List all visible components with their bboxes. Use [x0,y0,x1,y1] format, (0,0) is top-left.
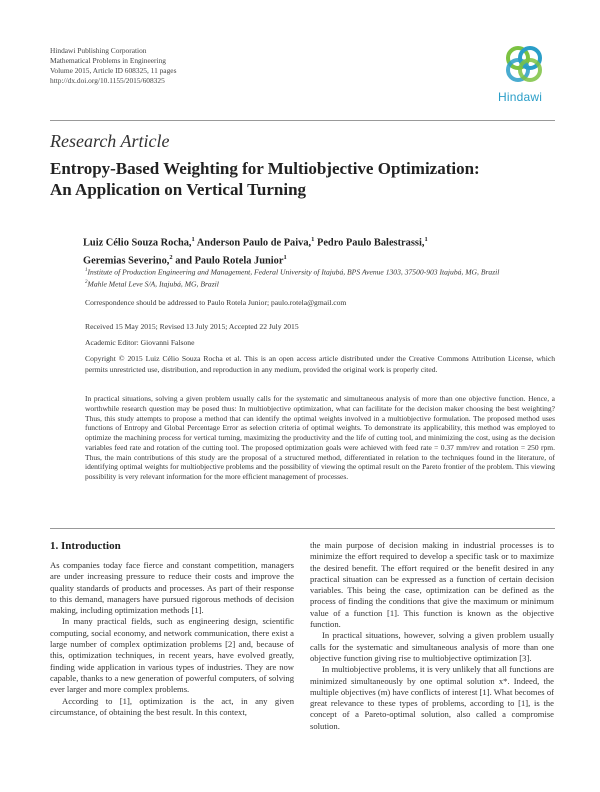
paragraph: In many practical fields, such as engineering design, scientific computing, social economy, and network communication, there exist a large number of complex optimization problems [2] and, because of this, optimization techniques, in recent years, have evolved greatly, finding wide application in various types of industries. They are now capable, thanks to a new generation of powerful computers, of solving ever larger and more complex problems. [50,616,294,695]
section-heading: 1. Introduction [50,540,121,552]
header-line-volume: Volume 2015, Article ID 608325, 11 pages [50,66,177,75]
author-affiliation-mark: 1 [191,236,195,243]
body-column-right [310,540,554,732]
author-name: Anderson Paulo de Paiva, [194,237,312,249]
header-line-doi[interactable]: http://dx.doi.org/10.1155/2015/608325 [50,76,165,85]
abstract-text: In practical situations, solving a given problem usually calls for the systematic and simultaneous analysis of more than one objective function. Hence, a worthwhile research question may be posed thus: In multiobjective optimization, what can facilitate for the decision maker choosing the best weighting? Thus, this study attempts to propose a method that can identify the optimal weights involved in a multiobjective formulation. The proposed method uses functions of Entropy and Global Percentage Error as selection criteria of optimal weights. To demonstrate its applicability, this method was employed to optimize the machining process for vertical turning, maximizing the productivity and the life of cutting tool, and minimizing the cost, using as the decision variables feed rate and rotation of the cutting tool. The proposed optimization goals were achieved with feed rate = 0.37 mm/rev and rotation = 250 rpm. Thus, the main contributions of this study are the proposal of a structured method, differentiated in relation to the techniques found in the literature, of identifying optimal weights for multiobjective problems and the possibility of viewing the optimal result on the Pareto frontier of the problem. This viewing possibility is very relevant information for the more efficient management of processes. [85,394,555,481]
title-line-2: An Application on Vertical Turning [50,180,307,199]
header-line-journal: Mathematical Problems in Engineering [50,56,166,65]
author-affiliation-mark: 1 [424,236,428,243]
author-name: Geremias Severino, [83,255,170,267]
affiliation-item [85,266,555,278]
affiliation-mark: 2 [85,280,88,286]
article-type: Research Article [50,131,170,151]
title-line-1: Entropy-Based Weighting for Multiobjective Optimization: [50,159,480,178]
author-list [83,232,553,269]
correspondence-note: Correspondence should be addressed to Paulo Rotela Junior; paulo.rotela@gmail.com [85,298,347,307]
article-title [50,158,555,200]
author-affiliation-mark: 2 [169,254,173,262]
affiliation-item [85,278,555,290]
received-dates: Received 15 May 2015; Revised 13 July 2015; Accepted 22 July 2015 [85,322,299,331]
author-line-1 [83,232,553,250]
header-divider [50,120,555,121]
author-affiliation-mark: 1 [311,236,315,243]
academic-editor: Academic Editor: Giovanni Falsone [85,338,195,347]
paragraph: the main purpose of decision making in industrial processes is to minimize the effort required to develop a specific task or to maximize the desired benefit. The effort required or the benefit desired in any practical situation can be expressed as a function of certain decision variables. This being the case, optimization can be defined as the process of finding the conditions that give the maximum or minimum value of a function [1]. This function is known as the objective function. [310,540,554,630]
hindawi-logo [494,44,554,106]
abstract-divider [50,528,555,529]
paragraph: According to [1], optimization is the act, in any given circumstance, of obtaining the best result. In this context, [50,695,294,717]
author-name: and Paulo Rotela Junior [172,255,284,267]
header-line-publisher: Hindawi Publishing Corporation [50,46,147,55]
affiliation-text: Mahle Metal Leve S/A, Itajubá, MG, Brazil [87,279,219,289]
affiliations [85,266,555,290]
copyright-notice: Copyright © 2015 Luiz Célio Souza Rocha et al. This is an open access article distributed under the Creative Commons Attribution License, which permits unrestricted use, distribution, and reproduction in any medium, provided the original work is properly cited. [85,354,555,374]
affiliation-text: Institute of Production Engineering and Management, Federal University of Itajubá, BPS Avenue 1303, 37500-903 Itajubá, MG, Brazil [87,267,500,277]
paragraph: In multiobjective problems, it is very unlikely that all functions are minimized simultaneously by one optimal solution x*. Indeed, the multiple objectives (m) have conflicts of interest [1]. What becomes of great relevance to these types of problems, according to [1], is the concept of a Pareto-optimal solution, also called a compromise solution. [310,664,554,731]
author-name: Pedro Paulo Balestrassi, [314,237,425,249]
logo-wordmark: Hindawi [498,90,543,104]
author-affiliation-mark: 1 [283,254,287,262]
paragraph: In practical situations, however, solving a given problem usually calls for the systematic and simultaneous analysis of more than one objective function giving rise to multiobjective optimization [3]. [310,630,554,663]
hindawi-logo-icon [494,44,554,90]
journal-header [50,46,176,86]
author-name: Luiz Célio Souza Rocha, [83,237,192,249]
body-column-left [50,560,294,718]
paragraph: As companies today face fierce and constant competition, managers are under increasing pressure to reduce their costs and improve the quality standards of products and processes. As part of their response to this demand, managers have pursued rigorous methods of decision making, including optimization methods [1]. [50,560,294,616]
affiliation-mark: 1 [85,268,88,273]
